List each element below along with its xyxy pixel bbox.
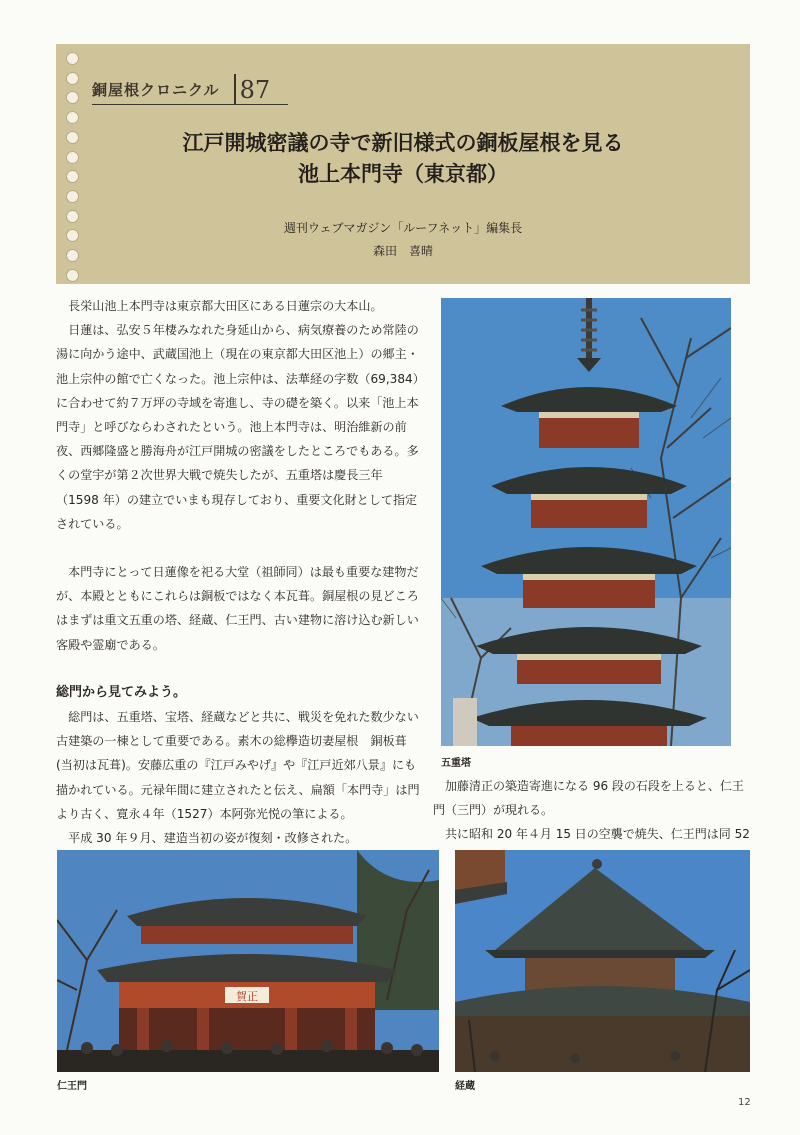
pagoda-caption: 五重塔 xyxy=(441,758,471,769)
paragraph: 長栄山池上本門寺は東京都大田区にある日蓮宗の大本山。 xyxy=(68,299,383,313)
title-line-1: 江戸開城密議の寺で新旧様式の銅板屋根を見る xyxy=(182,131,624,155)
paragraph: 日蓮は、弘安５年棲みなれた身延山から、病気療養のため常陸の湯に向かう途中、武蔵国池上（現在の東京都大田区池上）の郷主・池上宗仲の館で亡くなった。池上宗仲は、法華経の字数（69,384）に合わせて約７万坪の寺域を寄進し、寺の礎を築く。以来「池上本門寺」と呼びならわされたという。池上本門寺は、明治維新の前夜、西郷隆盛と勝海舟が江戸開城の密議をしたところでもある。多くの堂宇が第２次世界大戦で焼失したが、五重塔は慶長三年（1598 年）の建立でいまも現存しており、重要文化財として指定されている。 xyxy=(56,323,419,531)
paragraph: 本門寺にとって日蓮像を祀る大堂（祖師同）は最も重要な建物だが、本殿とともにこれらは銅板ではなく本瓦葺。銅屋根の見どころはまずは重文五重の塔、経蔵、仁王門、古い建物に溶け込む新しい客殿や霊廟である。 xyxy=(56,565,419,652)
paragraph: 総門は、五重塔、宝塔、経蔵などと共に、戦災を免れた数少ない古建築の一棟として重要である。素木の総欅造切妻屋根 銅板葺(当初は瓦葺)。安藤広重の『江戸みやげ』や『江戸近郊八景』にも描かれている。元禄年間に建立されたと伝え、扁額「本門寺」は門より古く、寛永４年（1527）本阿弥光悦の筆による。 xyxy=(56,710,420,821)
gate-plaque: 賀正 xyxy=(236,991,258,1003)
series-underline xyxy=(92,104,288,105)
author-role: 週刊ウェブマガジン「ルーフネット」編集長 xyxy=(283,221,523,235)
title-line-2: 池上本門寺（東京都） xyxy=(298,162,508,186)
series-number: 87 xyxy=(239,76,271,104)
section-heading: 総門から見てみよう。 xyxy=(56,684,187,700)
author-name: 森田 喜晴 xyxy=(372,244,433,258)
article-title xyxy=(56,128,750,190)
series-name: 銅屋根クロニクル xyxy=(92,81,220,99)
page-number: 12 xyxy=(738,1097,751,1108)
series-divider xyxy=(234,74,236,104)
sutra-repository-photo xyxy=(455,850,750,1072)
paragraph: 加藤清正の築造寄進になる 96 段の石段を上ると、仁王門（三門）が現れる。 xyxy=(433,779,744,818)
nio-gate-photo xyxy=(57,850,439,1072)
pagoda-photo xyxy=(441,298,731,746)
paragraph: 共に昭和 20 年４月 15 日の空襲で焼失、仁王門は同 52 xyxy=(445,827,750,842)
paragraph: 平成 30 年９月、建造当初の姿が復刻・改修された。 xyxy=(68,831,358,846)
byline xyxy=(56,217,750,263)
series-label xyxy=(92,72,270,104)
right-column-text xyxy=(433,774,751,847)
body-column xyxy=(56,294,420,850)
sutra-repository-caption: 経蔵 xyxy=(455,1081,475,1092)
nio-gate-caption: 仁王門 xyxy=(57,1081,87,1092)
